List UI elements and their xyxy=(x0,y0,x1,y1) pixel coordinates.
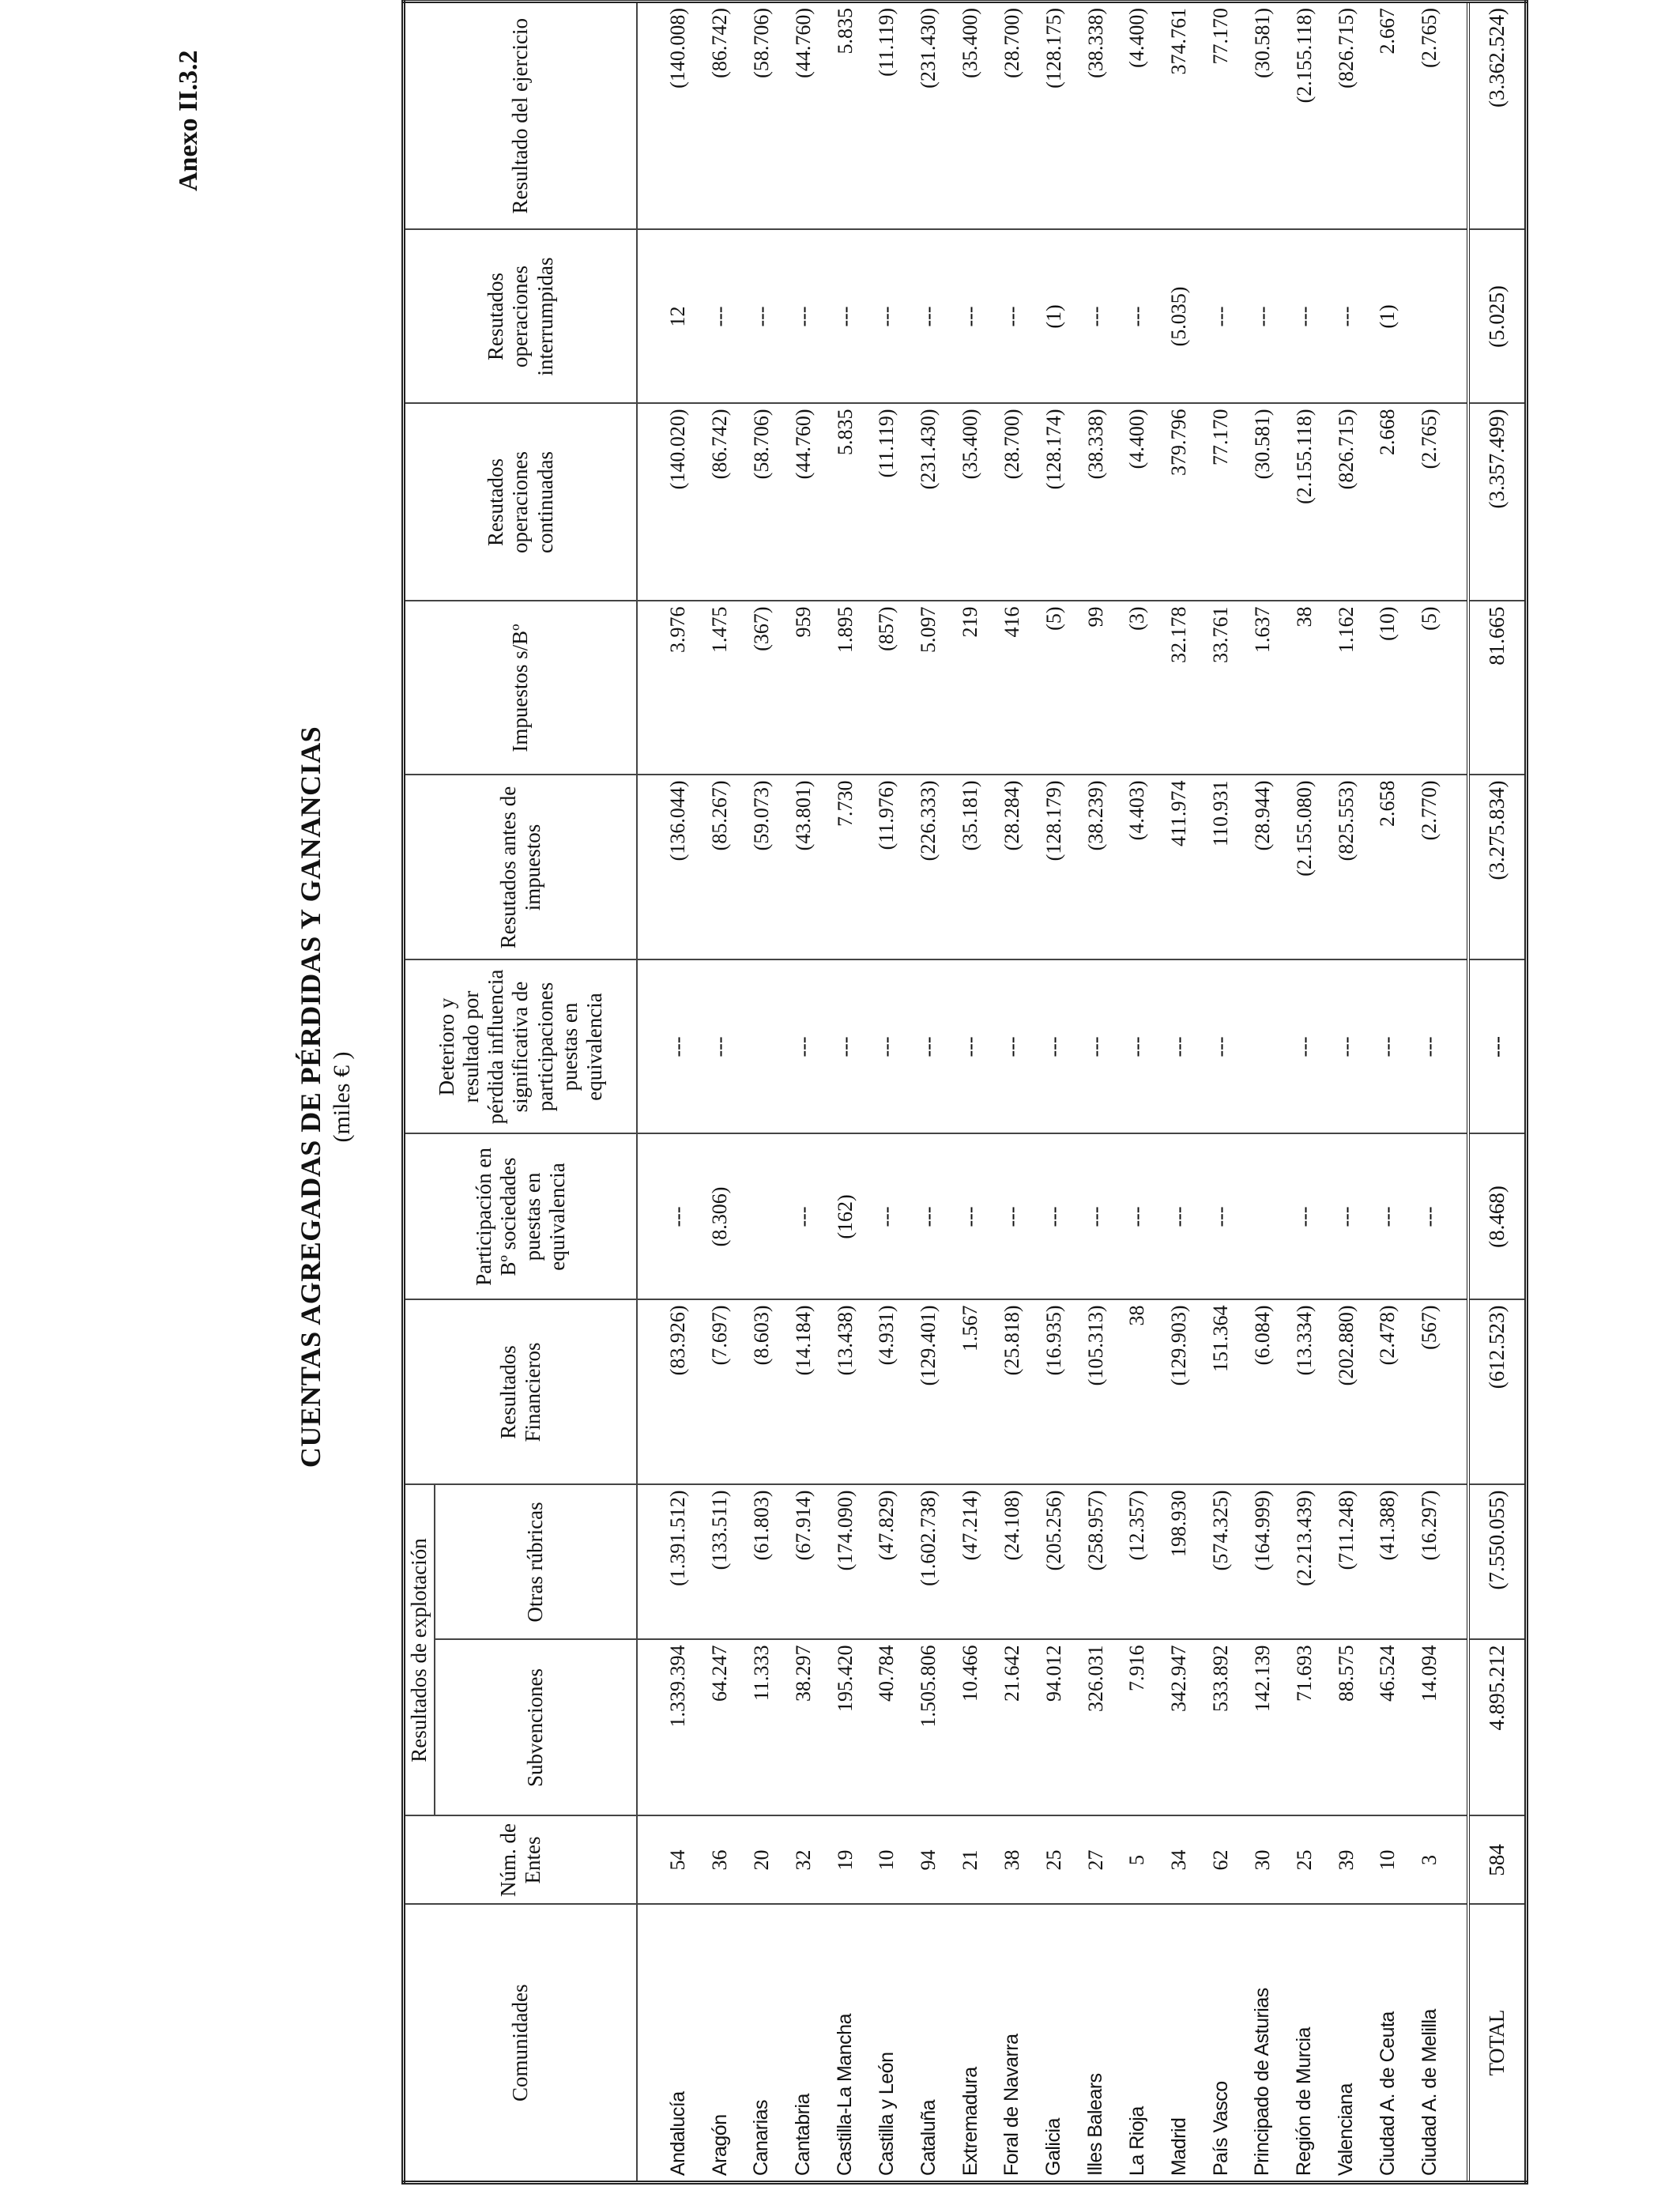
cell-ejercicio: (128.175) xyxy=(1033,2,1075,230)
cell-comunidad: Cantabria xyxy=(782,1905,824,2183)
header-explotacion-group: Resultados de explotación xyxy=(404,1485,435,1816)
cell-comunidad: Castilla-La Mancha xyxy=(824,1905,866,2183)
cell-num-entes: 20 xyxy=(741,1816,783,1905)
cell-continuadas: (4.400) xyxy=(1117,404,1158,601)
cell-otras-rubricas: (41.388) xyxy=(1367,1485,1409,1640)
cell-interrumpidas: --- xyxy=(1200,230,1242,404)
cell-num-entes: 62 xyxy=(1200,1816,1242,1905)
cell-comunidad: TOTAL xyxy=(1468,1905,1526,2183)
cell-num-entes: 34 xyxy=(1158,1816,1200,1905)
header-comunidades: Comunidades xyxy=(404,1905,638,2183)
cell-impuestos: 1.895 xyxy=(824,601,866,775)
cell-num-entes: 19 xyxy=(824,1816,866,1905)
cell-deterioro: --- xyxy=(1200,960,1242,1134)
cell-comunidad: País Vasco xyxy=(1200,1905,1242,2183)
spacer-row xyxy=(637,2,657,2183)
cell-interrumpidas: --- xyxy=(866,230,908,404)
header-participacion: Participación en Bº sociedades puestas en equivalencia xyxy=(404,1134,638,1300)
cell-subvenciones: 46.524 xyxy=(1367,1640,1409,1816)
cell-deterioro: --- xyxy=(1367,960,1409,1134)
table-row xyxy=(1241,2,1283,2183)
table-row xyxy=(908,2,950,2183)
cell-comunidad: Canarias xyxy=(741,1905,783,2183)
cell-antes-impuestos: 411.974 xyxy=(1158,775,1200,960)
cell-subvenciones: 1.505.806 xyxy=(908,1640,950,1816)
cell-deterioro: --- xyxy=(1409,960,1451,1134)
cell-participacion: --- xyxy=(1200,1134,1242,1300)
cell-otras-rubricas: (2.213.439) xyxy=(1283,1485,1325,1640)
cell-continuadas: (30.581) xyxy=(1241,404,1283,601)
cell-comunidad: Ciudad A. de Ceuta xyxy=(1367,1905,1409,2183)
cell-comunidad: Cataluña xyxy=(908,1905,950,2183)
cell-continuadas: (44.760) xyxy=(782,404,824,601)
cell-financieros: 38 xyxy=(1117,1300,1158,1485)
cell-financieros: (25.818) xyxy=(992,1300,1034,1485)
cell-antes-impuestos: (59.073) xyxy=(741,775,783,960)
cell-num-entes: 21 xyxy=(950,1816,992,1905)
cell-impuestos: (5) xyxy=(1409,601,1451,775)
cell-interrumpidas: --- xyxy=(1283,230,1325,404)
cell-otras-rubricas: (16.297) xyxy=(1409,1485,1451,1640)
table-row xyxy=(950,2,992,2183)
cell-continuadas: (35.400) xyxy=(950,404,992,601)
cell-impuestos: 33.761 xyxy=(1200,601,1242,775)
cell-otras-rubricas: (61.803) xyxy=(741,1485,783,1640)
cell-comunidad: Castilla y León xyxy=(866,1905,908,2183)
table-row xyxy=(782,2,824,2183)
cell-interrumpidas: --- xyxy=(950,230,992,404)
header-antes-impuestos: Resutados antes de impuestos xyxy=(404,775,638,960)
table-row xyxy=(824,2,866,2183)
cell-ejercicio: (28.700) xyxy=(992,2,1034,230)
cell-otras-rubricas: (1.391.512) xyxy=(657,1485,699,1640)
cell-impuestos: 5.097 xyxy=(908,601,950,775)
cell-num-entes: 25 xyxy=(1283,1816,1325,1905)
cell-ejercicio: 5.835 xyxy=(824,2,866,230)
cell-subvenciones: 142.139 xyxy=(1241,1640,1283,1816)
cell-antes-impuestos: (11.976) xyxy=(866,775,908,960)
cell-antes-impuestos: (825.553) xyxy=(1325,775,1367,960)
header-deterioro: Deterioro y resultado por pérdida influencia significativa de participaciones puestas en equivalencia xyxy=(404,960,638,1134)
cell-num-entes: 25 xyxy=(1033,1816,1075,1905)
cell-otras-rubricas: (67.914) xyxy=(782,1485,824,1640)
cell-financieros: (2.478) xyxy=(1367,1300,1409,1485)
cell-ejercicio: (38.338) xyxy=(1075,2,1117,230)
cell-subvenciones: 10.466 xyxy=(950,1640,992,1816)
cell-deterioro: --- xyxy=(782,960,824,1134)
profit-loss-table xyxy=(401,0,1528,2185)
cell-antes-impuestos: (3.275.834) xyxy=(1468,775,1526,960)
cell-subvenciones: 14.094 xyxy=(1409,1640,1451,1816)
cell-comunidad: Galicia xyxy=(1033,1905,1075,2183)
cell-deterioro: --- xyxy=(1075,960,1117,1134)
cell-num-entes: 5 xyxy=(1117,1816,1158,1905)
cell-impuestos: 416 xyxy=(992,601,1034,775)
cell-antes-impuestos: (85.267) xyxy=(699,775,741,960)
cell-continuadas: (58.706) xyxy=(741,404,783,601)
cell-continuadas: (128.174) xyxy=(1033,404,1075,601)
cell-impuestos: 32.178 xyxy=(1158,601,1200,775)
cell-impuestos: 3.976 xyxy=(657,601,699,775)
cell-otras-rubricas: (24.108) xyxy=(992,1485,1034,1640)
cell-impuestos: 219 xyxy=(950,601,992,775)
cell-financieros: (13.438) xyxy=(824,1300,866,1485)
spacer-row xyxy=(1451,2,1469,2183)
cell-interrumpidas: --- xyxy=(699,230,741,404)
cell-impuestos: 959 xyxy=(782,601,824,775)
cell-deterioro: --- xyxy=(699,960,741,1134)
cell-subvenciones: 88.575 xyxy=(1325,1640,1367,1816)
cell-financieros: (4.931) xyxy=(866,1300,908,1485)
table-row xyxy=(1325,2,1367,2183)
cell-participacion: --- xyxy=(1367,1134,1409,1300)
table-row xyxy=(1158,2,1200,2183)
cell-num-entes: 38 xyxy=(992,1816,1034,1905)
cell-ejercicio: 77.170 xyxy=(1200,2,1242,230)
cell-participacion: (8.306) xyxy=(699,1134,741,1300)
cell-deterioro xyxy=(741,960,783,1134)
cell-interrumpidas: 12 xyxy=(657,230,699,404)
cell-ejercicio: 2.667 xyxy=(1367,2,1409,230)
page-subtitle: (miles € ) xyxy=(329,1051,355,1143)
cell-continuadas: 2.668 xyxy=(1367,404,1409,601)
cell-financieros: (612.523) xyxy=(1468,1300,1526,1485)
cell-otras-rubricas: (164.999) xyxy=(1241,1485,1283,1640)
table-row xyxy=(992,2,1034,2183)
cell-participacion: --- xyxy=(1158,1134,1200,1300)
cell-otras-rubricas: (47.214) xyxy=(950,1485,992,1640)
cell-ejercicio: (140.008) xyxy=(657,2,699,230)
cell-antes-impuestos: 2.658 xyxy=(1367,775,1409,960)
cell-antes-impuestos: 110.931 xyxy=(1200,775,1242,960)
table-row xyxy=(1117,2,1158,2183)
cell-antes-impuestos: (2.770) xyxy=(1409,775,1451,960)
header-subvenciones: Subvenciones xyxy=(435,1640,637,1816)
cell-num-entes: 94 xyxy=(908,1816,950,1905)
cell-interrumpidas: --- xyxy=(1075,230,1117,404)
cell-otras-rubricas: 198.930 xyxy=(1158,1485,1200,1640)
cell-comunidad: Región de Murcia xyxy=(1283,1905,1325,2183)
cell-ejercicio: (4.400) xyxy=(1117,2,1158,230)
cell-deterioro: --- xyxy=(908,960,950,1134)
cell-continuadas: (28.700) xyxy=(992,404,1034,601)
table-body xyxy=(637,2,1527,2183)
cell-deterioro: --- xyxy=(866,960,908,1134)
cell-interrumpidas: (5.035) xyxy=(1158,230,1200,404)
cell-ejercicio: (58.706) xyxy=(741,2,783,230)
cell-subvenciones: 64.247 xyxy=(699,1640,741,1816)
header-num-entes: Núm. de Entes xyxy=(404,1816,638,1905)
cell-interrumpidas: (5.025) xyxy=(1468,230,1526,404)
annex-label: Anexo II.3.2 xyxy=(174,50,203,191)
cell-continuadas: (2.765) xyxy=(1409,404,1451,601)
cell-antes-impuestos: (43.801) xyxy=(782,775,824,960)
cell-continuadas: 5.835 xyxy=(824,404,866,601)
cell-ejercicio: (11.119) xyxy=(866,2,908,230)
cell-financieros: (202.880) xyxy=(1325,1300,1367,1485)
cell-antes-impuestos: (226.333) xyxy=(908,775,950,960)
cell-continuadas: (2.155.118) xyxy=(1283,404,1325,601)
cell-num-entes: 39 xyxy=(1325,1816,1367,1905)
cell-antes-impuestos: (28.944) xyxy=(1241,775,1283,960)
cell-participacion: --- xyxy=(1075,1134,1117,1300)
cell-subvenciones: 11.333 xyxy=(741,1640,783,1816)
cell-antes-impuestos: (136.044) xyxy=(657,775,699,960)
cell-participacion: --- xyxy=(657,1134,699,1300)
cell-subvenciones: 94.012 xyxy=(1033,1640,1075,1816)
cell-num-entes: 584 xyxy=(1468,1816,1526,1905)
cell-ejercicio: (44.760) xyxy=(782,2,824,230)
cell-financieros: 151.364 xyxy=(1200,1300,1242,1485)
cell-num-entes: 30 xyxy=(1241,1816,1283,1905)
cell-otras-rubricas: (1.602.738) xyxy=(908,1485,950,1640)
cell-participacion: --- xyxy=(1117,1134,1158,1300)
cell-comunidad: Foral de Navarra xyxy=(992,1905,1034,2183)
cell-participacion: --- xyxy=(1409,1134,1451,1300)
cell-impuestos: (10) xyxy=(1367,601,1409,775)
cell-continuadas: (140.020) xyxy=(657,404,699,601)
table-row xyxy=(741,2,783,2183)
cell-ejercicio: (86.742) xyxy=(699,2,741,230)
cell-participacion: --- xyxy=(1283,1134,1325,1300)
cell-participacion: --- xyxy=(866,1134,908,1300)
cell-otras-rubricas: (174.090) xyxy=(824,1485,866,1640)
cell-comunidad: Extremadura xyxy=(950,1905,992,2183)
page-title: CUENTAS AGREGADAS DE PÉRDIDAS Y GANANCIAS xyxy=(295,726,326,1468)
cell-comunidad: Principado de Asturias xyxy=(1241,1905,1283,2183)
cell-comunidad: Andalucía xyxy=(657,1905,699,2183)
cell-deterioro xyxy=(1241,960,1283,1134)
cell-num-entes: 10 xyxy=(866,1816,908,1905)
cell-impuestos: (367) xyxy=(741,601,783,775)
header-financieros: Resultados Financieros xyxy=(404,1300,638,1485)
cell-continuadas: (86.742) xyxy=(699,404,741,601)
cell-interrumpidas: --- xyxy=(782,230,824,404)
cell-num-entes: 36 xyxy=(699,1816,741,1905)
cell-subvenciones: 195.420 xyxy=(824,1640,866,1816)
header-impuestos: Impuestos s/Bº xyxy=(404,601,638,775)
cell-participacion: --- xyxy=(782,1134,824,1300)
cell-deterioro: --- xyxy=(657,960,699,1134)
cell-interrumpidas: --- xyxy=(1117,230,1158,404)
cell-num-entes: 54 xyxy=(657,1816,699,1905)
cell-comunidad: Madrid xyxy=(1158,1905,1200,2183)
cell-interrumpidas: --- xyxy=(992,230,1034,404)
cell-interrumpidas: --- xyxy=(1241,230,1283,404)
cell-financieros: (567) xyxy=(1409,1300,1451,1485)
cell-deterioro: --- xyxy=(1325,960,1367,1134)
cell-deterioro: --- xyxy=(824,960,866,1134)
cell-interrumpidas: --- xyxy=(1325,230,1367,404)
cell-subvenciones: 38.297 xyxy=(782,1640,824,1816)
table-row xyxy=(1409,2,1451,2183)
cell-ejercicio: (30.581) xyxy=(1241,2,1283,230)
cell-participacion xyxy=(741,1134,783,1300)
cell-subvenciones: 71.693 xyxy=(1283,1640,1325,1816)
cell-financieros: (6.084) xyxy=(1241,1300,1283,1485)
cell-impuestos: 1.637 xyxy=(1241,601,1283,775)
cell-financieros: (129.401) xyxy=(908,1300,950,1485)
cell-ejercicio: (35.400) xyxy=(950,2,992,230)
cell-interrumpidas: --- xyxy=(741,230,783,404)
cell-otras-rubricas: (258.957) xyxy=(1075,1485,1117,1640)
cell-comunidad: Aragón xyxy=(699,1905,741,2183)
cell-participacion: (8.468) xyxy=(1468,1134,1526,1300)
cell-interrumpidas: --- xyxy=(824,230,866,404)
cell-num-entes: 27 xyxy=(1075,1816,1117,1905)
cell-continuadas: (826.715) xyxy=(1325,404,1367,601)
cell-deterioro: --- xyxy=(1033,960,1075,1134)
cell-deterioro: --- xyxy=(992,960,1034,1134)
cell-interrumpidas: --- xyxy=(908,230,950,404)
cell-continuadas: (38.338) xyxy=(1075,404,1117,601)
header-interrumpidas: Resutados operaciones interrumpidas xyxy=(404,230,638,404)
cell-participacion: --- xyxy=(1325,1134,1367,1300)
cell-otras-rubricas: (12.357) xyxy=(1117,1485,1158,1640)
cell-interrumpidas: (1) xyxy=(1367,230,1409,404)
cell-antes-impuestos: 7.730 xyxy=(824,775,866,960)
table-row xyxy=(1075,2,1117,2183)
cell-participacion: (162) xyxy=(824,1134,866,1300)
header-otras: Otras rúbricas xyxy=(435,1485,637,1640)
cell-financieros: (13.334) xyxy=(1283,1300,1325,1485)
cell-antes-impuestos: (2.155.080) xyxy=(1283,775,1325,960)
cell-antes-impuestos: (38.239) xyxy=(1075,775,1117,960)
cell-continuadas: 77.170 xyxy=(1200,404,1242,601)
cell-continuadas: (231.430) xyxy=(908,404,950,601)
cell-deterioro: --- xyxy=(1158,960,1200,1134)
cell-participacion: --- xyxy=(992,1134,1034,1300)
cell-num-entes: 3 xyxy=(1409,1816,1451,1905)
cell-ejercicio: (2.765) xyxy=(1409,2,1451,230)
cell-participacion: --- xyxy=(1033,1134,1075,1300)
cell-subvenciones: 4.895.212 xyxy=(1468,1640,1526,1816)
cell-financieros: (8.603) xyxy=(741,1300,783,1485)
cell-impuestos: (5) xyxy=(1033,601,1075,775)
table-row xyxy=(1033,2,1075,2183)
cell-deterioro: --- xyxy=(950,960,992,1134)
cell-impuestos: (3) xyxy=(1117,601,1158,775)
cell-otras-rubricas: (133.511) xyxy=(699,1485,741,1640)
cell-antes-impuestos: (4.403) xyxy=(1117,775,1158,960)
cell-subvenciones: 342.947 xyxy=(1158,1640,1200,1816)
cell-ejercicio: (3.362.524) xyxy=(1468,2,1526,230)
table-row xyxy=(866,2,908,2183)
cell-antes-impuestos: (35.181) xyxy=(950,775,992,960)
cell-impuestos: 81.665 xyxy=(1468,601,1526,775)
cell-subvenciones: 1.339.394 xyxy=(657,1640,699,1816)
cell-ejercicio: (2.155.118) xyxy=(1283,2,1325,230)
cell-otras-rubricas: (7.550.055) xyxy=(1468,1485,1526,1640)
header-continuadas: Resutados operaciones continuadas xyxy=(404,404,638,601)
table-row xyxy=(657,2,699,2183)
header-ejercicio: Resultado del ejercicio xyxy=(404,2,638,230)
cell-subvenciones: 533.892 xyxy=(1200,1640,1242,1816)
cell-comunidad: Illes Balears xyxy=(1075,1905,1117,2183)
cell-ejercicio: (231.430) xyxy=(908,2,950,230)
cell-antes-impuestos: (128.179) xyxy=(1033,775,1075,960)
total-row xyxy=(1468,2,1526,2183)
cell-financieros: (14.184) xyxy=(782,1300,824,1485)
cell-otras-rubricas: (711.248) xyxy=(1325,1485,1367,1640)
cell-impuestos: (857) xyxy=(866,601,908,775)
cell-financieros: (83.926) xyxy=(657,1300,699,1485)
cell-deterioro: --- xyxy=(1283,960,1325,1134)
cell-participacion xyxy=(1241,1134,1283,1300)
cell-ejercicio: 374.761 xyxy=(1158,2,1200,230)
cell-continuadas: 379.796 xyxy=(1158,404,1200,601)
cell-financieros: (16.935) xyxy=(1033,1300,1075,1485)
cell-num-entes: 32 xyxy=(782,1816,824,1905)
cell-comunidad: Valenciana xyxy=(1325,1905,1367,2183)
cell-financieros: (105.313) xyxy=(1075,1300,1117,1485)
cell-financieros: (129.903) xyxy=(1158,1300,1200,1485)
cell-impuestos: 99 xyxy=(1075,601,1117,775)
cell-otras-rubricas: (47.829) xyxy=(866,1485,908,1640)
table-row xyxy=(1283,2,1325,2183)
cell-subvenciones: 326.031 xyxy=(1075,1640,1117,1816)
cell-num-entes: 10 xyxy=(1367,1816,1409,1905)
cell-subvenciones: 40.784 xyxy=(866,1640,908,1816)
cell-otras-rubricas: (205.256) xyxy=(1033,1485,1075,1640)
cell-financieros: (7.697) xyxy=(699,1300,741,1485)
cell-comunidad: Ciudad A. de Melilla xyxy=(1409,1905,1451,2183)
cell-interrumpidas: (1) xyxy=(1033,230,1075,404)
cell-continuadas: (11.119) xyxy=(866,404,908,601)
cell-impuestos: 1.162 xyxy=(1325,601,1367,775)
cell-deterioro: --- xyxy=(1117,960,1158,1134)
cell-subvenciones: 21.642 xyxy=(992,1640,1034,1816)
cell-ejercicio: (826.715) xyxy=(1325,2,1367,230)
cell-subvenciones: 7.916 xyxy=(1117,1640,1158,1816)
cell-financieros: 1.567 xyxy=(950,1300,992,1485)
cell-participacion: --- xyxy=(908,1134,950,1300)
cell-participacion: --- xyxy=(950,1134,992,1300)
cell-deterioro: --- xyxy=(1468,960,1526,1134)
cell-comunidad: La Rioja xyxy=(1117,1905,1158,2183)
cell-continuadas: (3.357.499) xyxy=(1468,404,1526,601)
cell-impuestos: 1.475 xyxy=(699,601,741,775)
cell-interrumpidas xyxy=(1409,230,1451,404)
table-row xyxy=(699,2,741,2183)
cell-antes-impuestos: (28.284) xyxy=(992,775,1034,960)
cell-impuestos: 38 xyxy=(1283,601,1325,775)
table-row xyxy=(1367,2,1409,2183)
cell-otras-rubricas: (574.325) xyxy=(1200,1485,1242,1640)
table-row xyxy=(1200,2,1242,2183)
